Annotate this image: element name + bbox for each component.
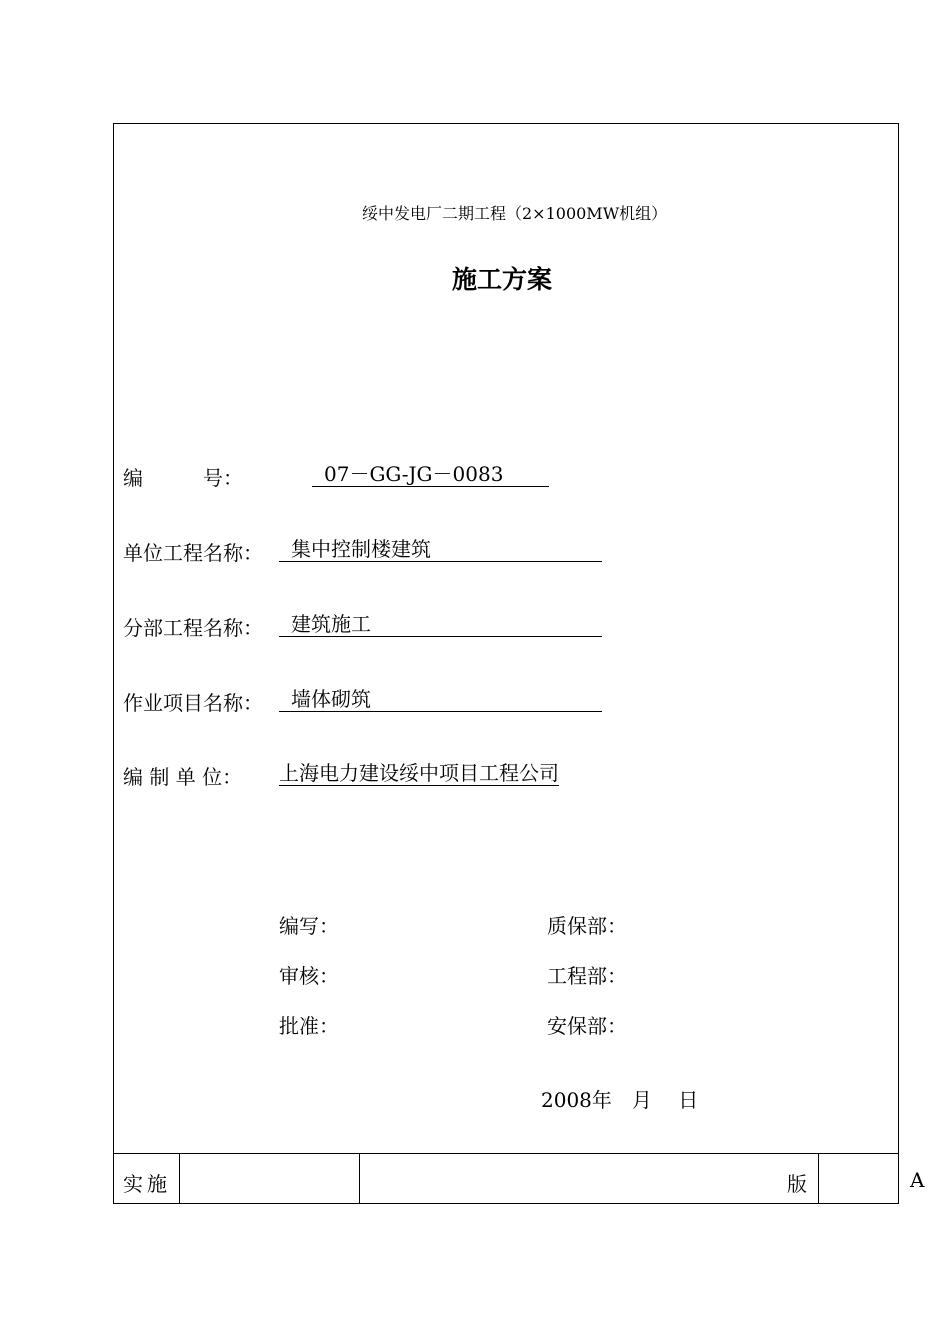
author-label: 编写： [279,914,339,938]
engineering-dept-label: 工程部： [547,964,627,988]
date: 2008年 月 日 [541,1088,699,1112]
number-value: 07－GG-JG－0083 [312,462,549,487]
number-label: 编 号： [123,466,243,490]
work-item-value: 墙体砌筑 [279,687,602,712]
version-label: 版 [787,1172,807,1196]
version-value: A [910,1168,925,1192]
sub-project-value: 建筑施工 [279,612,602,637]
org-value: 上海电力建设绥中项目工程公司 [279,761,559,785]
unit-project-value: 集中控制楼建筑 [279,537,602,562]
quality-dept-label: 质保部： [547,914,627,938]
review-label: 审核： [279,964,339,988]
page-title: 施工方案 [452,265,553,294]
footer-cell-divider [359,1153,360,1204]
work-item-label: 作业项目名称： [123,691,263,715]
safety-dept-label: 安保部： [547,1014,627,1038]
implementation-label: 实施 [123,1172,171,1196]
sub-project-label: 分部工程名称： [123,616,263,640]
project-name: 绥中发电厂二期工程（2×1000MW机组） [362,204,668,223]
approve-label: 批准： [279,1014,339,1038]
footer-cell-divider [179,1153,180,1204]
footer-cell-divider [818,1153,819,1204]
footer-divider [113,1153,899,1154]
unit-project-label: 单位工程名称： [123,541,263,565]
org-label: 编 制 单 位： [123,765,243,789]
